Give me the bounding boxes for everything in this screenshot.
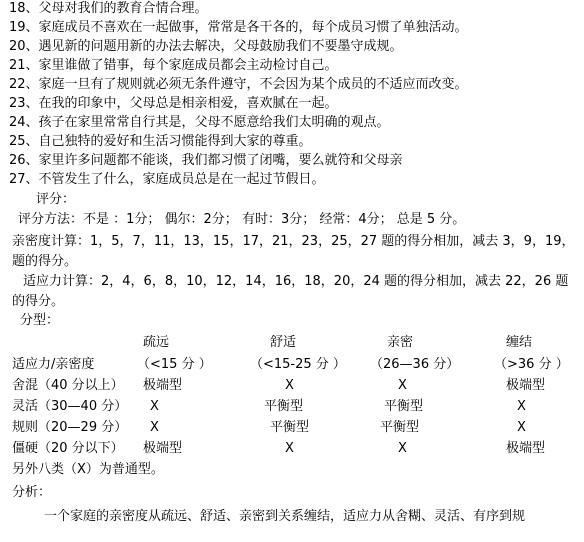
col-header-intimate: 亲密	[387, 335, 414, 350]
scoring-heading: 评分：	[36, 192, 76, 207]
table-cell: 平衡型	[270, 420, 310, 435]
table-cell: X	[398, 441, 407, 456]
item-19: 19、家庭成员不喜欢在一起做事，常常是各干各的，每个成员习惯了单独活动。	[9, 20, 468, 35]
scoring-method: 评分方法：不是 ：1分； 偶尔：2分； 有时：3分； 经常：4分； 总是 5 分。	[18, 212, 466, 227]
row-label: 灵活（30—40 分）	[12, 399, 128, 414]
types-note: 另外八类（X）为普通型。	[12, 462, 164, 477]
table-cell: X	[285, 441, 294, 456]
intimacy-calc: 亲密度计算：1，5，7，11，13，15，17，21，23，25，27 题的得分相加，减去 3，9，19，	[12, 234, 575, 249]
table-cell: X	[285, 378, 294, 393]
adapt-calc: 适应力计算：2，4，6，8，10，12，14，16，18，20，24 题的得分相加，减去 22，26 题	[23, 274, 569, 289]
types-heading: 分型：	[20, 313, 60, 328]
range-intimate: （26—36 分）	[370, 357, 460, 372]
table-cell: X	[517, 420, 526, 435]
row-header: 适应力/亲密度	[12, 357, 95, 372]
table-cell: X	[398, 378, 407, 393]
table-cell: 极端型	[143, 378, 183, 393]
row-label: 规则（20—29 分）	[12, 420, 128, 435]
row-label: 僵硬（20 分以下）	[12, 441, 124, 456]
table-cell: 平衡型	[384, 399, 424, 414]
range-comfortable: （<15-25 分 ）	[250, 357, 346, 372]
intimacy-calc-cont: 题的得分。	[12, 254, 78, 269]
table-cell: 极端型	[506, 441, 546, 456]
col-header-enmeshed: 缠结	[506, 335, 533, 350]
item-27: 27、不管发生了什么，家庭成员总是在一起过节假日。	[9, 172, 325, 187]
row-label: 舍混（40 分以上）	[12, 378, 124, 393]
item-24: 24、孩子在家里常常自行其是，父母不愿意给我们太明确的观点。	[9, 115, 390, 130]
item-21: 21、家里谁做了错事，每个家庭成员都会主动检讨自己。	[9, 58, 338, 73]
item-26: 26、家里许多问题都不能谈，我们都习惯了闭嘴，要么就符和父母亲	[9, 153, 403, 168]
item-18: 18、父母对我们的教育合情合理。	[9, 1, 208, 16]
table-cell: 极端型	[143, 441, 183, 456]
item-20: 20、遇见新的问题用新的办法去解决，父母鼓励我们不要墨守成规。	[9, 39, 403, 54]
table-cell: X	[150, 420, 159, 435]
table-cell: 平衡型	[380, 420, 420, 435]
adapt-calc-cont: 的得分。	[12, 294, 65, 309]
analysis-text: 一个家庭的亲密度从疏远、舒适、亲密到关系缠结，适应力从舍糊、灵活、有序到规	[44, 509, 526, 524]
item-23: 23、在我的印象中，父母总是相亲相爱，喜欢腻在一起。	[9, 96, 338, 111]
col-header-comfortable: 舒适	[270, 335, 297, 350]
table-cell: 平衡型	[264, 399, 304, 414]
item-22: 22、家庭一旦有了规则就必须无条件遵守，不会因为某个成员的不适应而改变。	[9, 77, 468, 92]
table-cell: X	[517, 399, 526, 414]
analysis-heading: 分析：	[12, 485, 52, 500]
range-distant: （<15 分 ）	[137, 357, 212, 372]
table-cell: X	[150, 399, 159, 414]
range-enmeshed: （>36 分 ）	[494, 357, 569, 372]
item-25: 25、自己独特的爱好和生活习惯能得到大家的尊重。	[9, 134, 312, 149]
table-cell: 极端型	[506, 378, 546, 393]
col-header-distant: 疏远	[143, 335, 170, 350]
